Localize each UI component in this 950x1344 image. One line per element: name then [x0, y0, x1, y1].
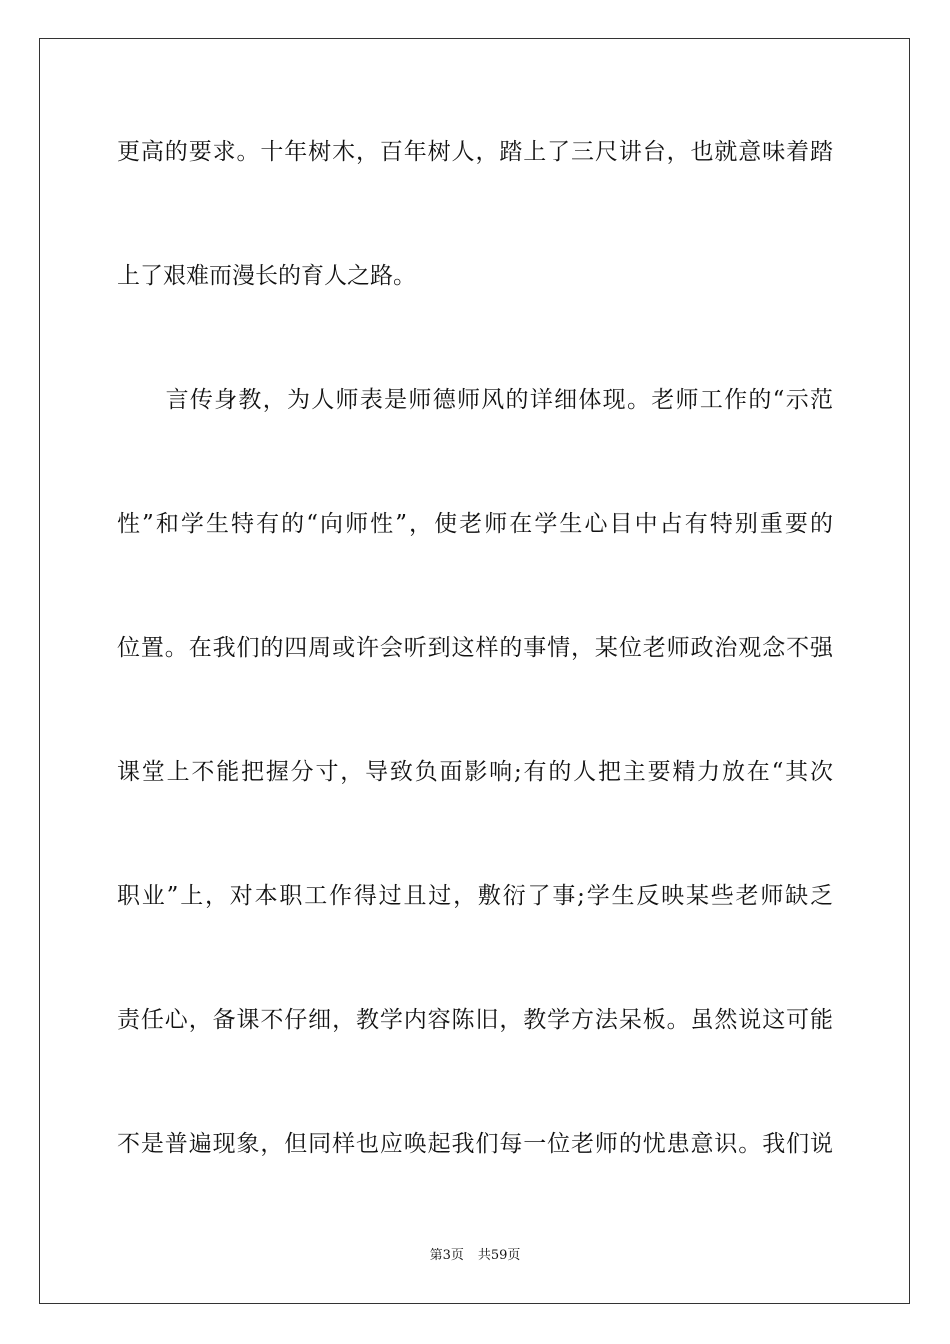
- body-text-line: 上了艰难而漫长的育人之路。: [117, 263, 416, 289]
- current-page-label: 第3页: [429, 1248, 464, 1263]
- body-text-line: 课堂上不能把握分寸，导致负面影响;有的人把主要精力放在“其次: [117, 759, 833, 785]
- body-text-line: 不是普遍现象，但同样也应唤起我们每一位老师的忧患意识。我们说: [117, 1131, 833, 1157]
- body-text-line: 责任心，备课不仔细，教学内容陈旧，教学方法呆板。虽然说这可能: [117, 1007, 833, 1033]
- body-text-line: 言传身教，为人师表是师德师风的详细体现。老师工作的“示范: [117, 387, 833, 413]
- total-pages-label: 共59页: [477, 1248, 521, 1263]
- body-text-line: 性”和学生特有的“向师性”，使老师在学生心目中占有特别重要的: [117, 511, 833, 537]
- body-text-line: 位置。在我们的四周或许会听到这样的事情，某位老师政治观念不强: [117, 635, 833, 661]
- body-text-line: 更高的要求。十年树木，百年树人，踏上了三尺讲台，也就意味着踏: [117, 139, 833, 165]
- page-footer: [0, 1246, 950, 1266]
- body-text-line: 职业”上，对本职工作得过且过，敷衍了事;学生反映某些老师缺乏: [117, 883, 833, 909]
- page-border: [39, 38, 910, 1304]
